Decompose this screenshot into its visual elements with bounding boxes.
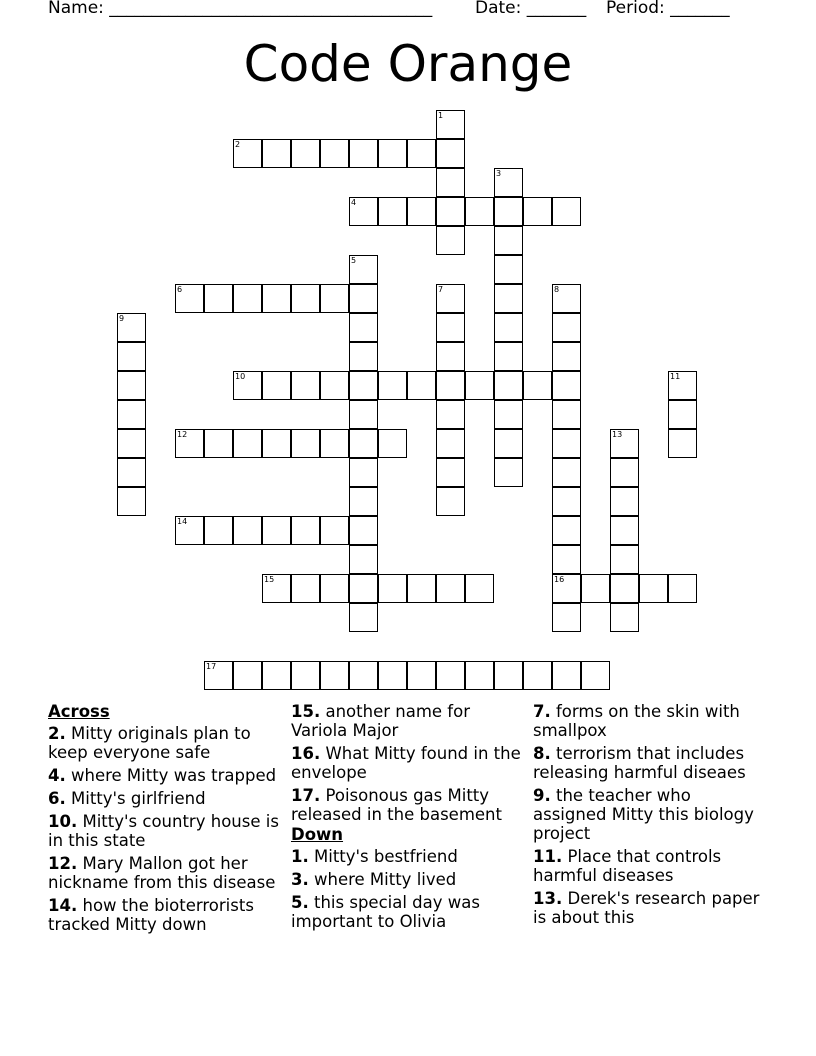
grid-cell[interactable] <box>465 574 494 603</box>
grid-cell[interactable] <box>494 458 523 487</box>
grid-cell[interactable] <box>349 371 378 400</box>
grid-cell[interactable] <box>349 284 378 313</box>
clue-number: 17. <box>291 786 321 805</box>
grid-cell[interactable] <box>262 284 291 313</box>
clue-across-16 <box>291 744 527 782</box>
grid-cell[interactable] <box>349 255 378 284</box>
grid-cell[interactable] <box>668 574 697 603</box>
grid-cell[interactable] <box>349 516 378 545</box>
grid-cell[interactable] <box>436 429 465 458</box>
cell-number: 4 <box>351 198 357 207</box>
cell-number: 11 <box>670 372 681 381</box>
grid-cell[interactable] <box>291 661 320 690</box>
grid-cell[interactable] <box>552 400 581 429</box>
clue-down-3 <box>291 870 527 889</box>
grid-cell[interactable] <box>436 487 465 516</box>
grid-cell[interactable] <box>552 313 581 342</box>
grid-cell[interactable] <box>494 661 523 690</box>
grid-cell[interactable] <box>610 603 639 632</box>
grid-cell[interactable] <box>320 574 349 603</box>
grid-cell[interactable] <box>436 284 465 313</box>
grid-cell[interactable] <box>494 400 523 429</box>
grid-cell[interactable] <box>262 429 291 458</box>
grid-cell[interactable] <box>436 574 465 603</box>
clue-number: 14. <box>48 896 78 915</box>
clue-text: Poisonous gas Mitty released in the basement <box>291 786 502 824</box>
cell-number: 2 <box>235 140 241 149</box>
grid-cell[interactable] <box>552 574 581 603</box>
grid-cell[interactable] <box>175 516 204 545</box>
name-field[interactable]: Name: ______________________________________ <box>48 0 433 18</box>
grid-cell[interactable] <box>552 487 581 516</box>
grid-cell[interactable] <box>639 574 668 603</box>
grid-cell[interactable] <box>581 661 610 690</box>
grid-cell[interactable] <box>436 342 465 371</box>
clue-number: 10. <box>48 812 78 831</box>
cell-number: 15 <box>264 575 275 584</box>
clue-across-2 <box>48 724 284 762</box>
clue-across-4 <box>48 766 284 785</box>
cell-number: 1 <box>438 111 444 120</box>
clue-text: Place that controls harmful diseases <box>533 847 722 885</box>
clue-across-15 <box>291 702 527 740</box>
grid-cell[interactable] <box>117 400 146 429</box>
cell-number: 9 <box>119 314 125 323</box>
grid-cell[interactable] <box>262 371 291 400</box>
clue-across-12 <box>48 854 284 892</box>
grid-cell[interactable] <box>436 661 465 690</box>
grid-cell[interactable] <box>407 574 436 603</box>
grid-cell[interactable] <box>552 284 581 313</box>
clue-text: terrorism that includes releasing harmful diseaes <box>533 744 746 782</box>
grid-cell[interactable] <box>610 429 639 458</box>
grid-cell[interactable] <box>349 429 378 458</box>
clue-down-1 <box>291 847 527 866</box>
grid-cell[interactable] <box>117 458 146 487</box>
clue-text: Mitty originals plan to keep everyone safe <box>48 724 251 762</box>
grid-cell[interactable] <box>552 429 581 458</box>
grid-cell[interactable] <box>436 139 465 168</box>
grid-cell[interactable] <box>117 429 146 458</box>
grid-cell[interactable] <box>320 284 349 313</box>
grid-cell[interactable] <box>378 429 407 458</box>
grid-cell[interactable] <box>610 545 639 574</box>
grid-cell[interactable] <box>262 139 291 168</box>
grid-cell[interactable] <box>407 371 436 400</box>
grid-cell[interactable] <box>436 400 465 429</box>
grid-cell[interactable] <box>233 516 262 545</box>
clue-down-8 <box>533 744 769 782</box>
grid-cell[interactable] <box>407 139 436 168</box>
clue-number: 3. <box>291 870 309 889</box>
clue-number: 9. <box>533 786 551 805</box>
grid-cell[interactable] <box>117 313 146 342</box>
clue-text: this special day was important to Olivia <box>291 893 480 931</box>
clue-number: 1. <box>291 847 309 866</box>
grid-cell[interactable] <box>349 661 378 690</box>
down-heading: Down <box>291 825 344 844</box>
clue-number: 2. <box>48 724 66 743</box>
grid-cell[interactable] <box>233 429 262 458</box>
grid-cell[interactable] <box>523 371 552 400</box>
grid-cell[interactable] <box>436 458 465 487</box>
clue-number: 8. <box>533 744 551 763</box>
grid-cell[interactable] <box>668 371 697 400</box>
cell-number: 3 <box>496 169 502 178</box>
clue-text: Mitty's girlfriend <box>71 789 206 808</box>
clue-number: 5. <box>291 893 309 912</box>
clue-column-3 <box>533 702 769 931</box>
clue-text: Mary Mallon got her nickname from this disease <box>48 854 276 892</box>
grid-cell[interactable] <box>291 516 320 545</box>
clue-number: 12. <box>48 854 78 873</box>
grid-cell[interactable] <box>291 429 320 458</box>
grid-cell[interactable] <box>610 516 639 545</box>
clue-number: 16. <box>291 744 321 763</box>
grid-cell[interactable] <box>349 313 378 342</box>
grid-cell[interactable] <box>552 371 581 400</box>
clue-across-17 <box>291 786 527 824</box>
grid-cell[interactable] <box>291 284 320 313</box>
clue-number: 4. <box>48 766 66 785</box>
grid-cell[interactable] <box>291 574 320 603</box>
cell-number: 10 <box>235 372 246 381</box>
grid-cell[interactable] <box>436 110 465 139</box>
grid-cell[interactable] <box>552 458 581 487</box>
clue-down-5 <box>291 893 527 931</box>
grid-cell[interactable] <box>349 487 378 516</box>
grid-cell[interactable] <box>320 661 349 690</box>
grid-cell[interactable] <box>610 458 639 487</box>
grid-cell[interactable] <box>436 168 465 197</box>
grid-cell[interactable] <box>407 661 436 690</box>
grid-cell[interactable] <box>523 197 552 226</box>
clue-down-9 <box>533 786 769 843</box>
grid-cell[interactable] <box>204 429 233 458</box>
grid-cell[interactable] <box>552 661 581 690</box>
grid-cell[interactable] <box>523 661 552 690</box>
across-heading: Across <box>48 702 110 721</box>
grid-cell[interactable] <box>349 342 378 371</box>
grid-cell[interactable] <box>494 342 523 371</box>
grid-cell[interactable] <box>494 255 523 284</box>
grid-cell[interactable] <box>378 197 407 226</box>
cell-number: 6 <box>177 285 183 294</box>
cell-number: 12 <box>177 430 188 439</box>
grid-cell[interactable] <box>204 516 233 545</box>
grid-cell[interactable] <box>552 197 581 226</box>
grid-cell[interactable] <box>233 284 262 313</box>
grid-cell[interactable] <box>494 371 523 400</box>
grid-cell[interactable] <box>204 284 233 313</box>
clue-text: Derek's research paper is about this <box>533 889 760 927</box>
clue-text: the teacher who assigned Mitty this biology project <box>533 786 754 843</box>
grid-cell[interactable] <box>552 516 581 545</box>
grid-cell[interactable] <box>320 371 349 400</box>
cell-number: 17 <box>206 662 217 671</box>
grid-cell[interactable] <box>465 197 494 226</box>
grid-cell[interactable] <box>117 342 146 371</box>
grid-cell[interactable] <box>175 429 204 458</box>
grid-cell[interactable] <box>320 429 349 458</box>
clue-number: 15. <box>291 702 321 721</box>
clue-text: where Mitty was trapped <box>71 766 277 785</box>
clue-text: forms on the skin with smallpox <box>533 702 740 740</box>
grid-cell[interactable] <box>465 371 494 400</box>
clue-down-13 <box>533 889 769 927</box>
grid-cell[interactable] <box>378 661 407 690</box>
grid-cell[interactable] <box>436 313 465 342</box>
grid-cell[interactable] <box>378 574 407 603</box>
grid-cell[interactable] <box>262 661 291 690</box>
clue-number: 13. <box>533 889 563 908</box>
grid-cell[interactable] <box>378 371 407 400</box>
grid-cell[interactable] <box>436 371 465 400</box>
clue-text: What Mitty found in the envelope <box>291 744 521 782</box>
period-field[interactable]: Period: _______ <box>606 0 730 18</box>
grid-cell[interactable] <box>233 139 262 168</box>
clue-down-11 <box>533 847 769 885</box>
cell-number: 13 <box>612 430 623 439</box>
grid-cell[interactable] <box>349 458 378 487</box>
grid-cell[interactable] <box>291 139 320 168</box>
grid-cell[interactable] <box>581 574 610 603</box>
clue-column-2 <box>291 702 527 935</box>
clue-text: where Mitty lived <box>314 870 457 889</box>
grid-cell[interactable] <box>175 284 204 313</box>
cell-number: 14 <box>177 517 188 526</box>
clue-across-14 <box>48 896 284 934</box>
clue-number: 6. <box>48 789 66 808</box>
grid-cell[interactable] <box>320 516 349 545</box>
grid-cell[interactable] <box>378 139 407 168</box>
grid-cell[interactable] <box>233 371 262 400</box>
grid-cell[interactable] <box>233 661 262 690</box>
grid-cell[interactable] <box>349 197 378 226</box>
grid-cell[interactable] <box>436 197 465 226</box>
grid-cell[interactable] <box>610 574 639 603</box>
cell-number: 16 <box>554 575 565 584</box>
clue-across-10 <box>48 812 284 850</box>
grid-cell[interactable] <box>465 661 494 690</box>
grid-cell[interactable] <box>552 603 581 632</box>
grid-cell[interactable] <box>262 574 291 603</box>
grid-cell[interactable] <box>668 400 697 429</box>
clue-text: another name for Variola Major <box>291 702 470 740</box>
grid-cell[interactable] <box>494 284 523 313</box>
grid-cell[interactable] <box>436 226 465 255</box>
grid-cell[interactable] <box>349 574 378 603</box>
clue-text: how the bioterrorists tracked Mitty down <box>48 896 254 934</box>
grid-cell[interactable] <box>494 226 523 255</box>
clue-text: Mitty's country house is in this state <box>48 812 279 850</box>
grid-cell[interactable] <box>349 603 378 632</box>
grid-cell[interactable] <box>552 342 581 371</box>
grid-cell[interactable] <box>262 516 291 545</box>
grid-cell[interactable] <box>117 371 146 400</box>
grid-cell[interactable] <box>117 487 146 516</box>
clue-column-1 <box>48 702 284 938</box>
grid-cell[interactable] <box>320 139 349 168</box>
grid-cell[interactable] <box>349 545 378 574</box>
grid-cell[interactable] <box>349 139 378 168</box>
grid-cell[interactable] <box>494 168 523 197</box>
grid-cell[interactable] <box>204 661 233 690</box>
clue-text: Mitty's bestfriend <box>314 847 458 866</box>
grid-cell[interactable] <box>407 197 436 226</box>
clue-down-7 <box>533 702 769 740</box>
grid-cell[interactable] <box>552 545 581 574</box>
grid-cell[interactable] <box>668 429 697 458</box>
cell-number: 7 <box>438 285 444 294</box>
grid-cell[interactable] <box>349 400 378 429</box>
clue-number: 11. <box>533 847 563 866</box>
grid-cell[interactable] <box>494 197 523 226</box>
clue-across-6 <box>48 789 284 808</box>
clue-number: 7. <box>533 702 551 721</box>
grid-cell[interactable] <box>494 313 523 342</box>
cell-number: 5 <box>351 256 357 265</box>
puzzle-title: Code Orange <box>243 35 573 93</box>
cell-number: 8 <box>554 285 560 294</box>
date-field[interactable]: Date: _______ <box>475 0 587 18</box>
grid-cell[interactable] <box>291 371 320 400</box>
grid-cell[interactable] <box>610 487 639 516</box>
grid-cell[interactable] <box>494 429 523 458</box>
